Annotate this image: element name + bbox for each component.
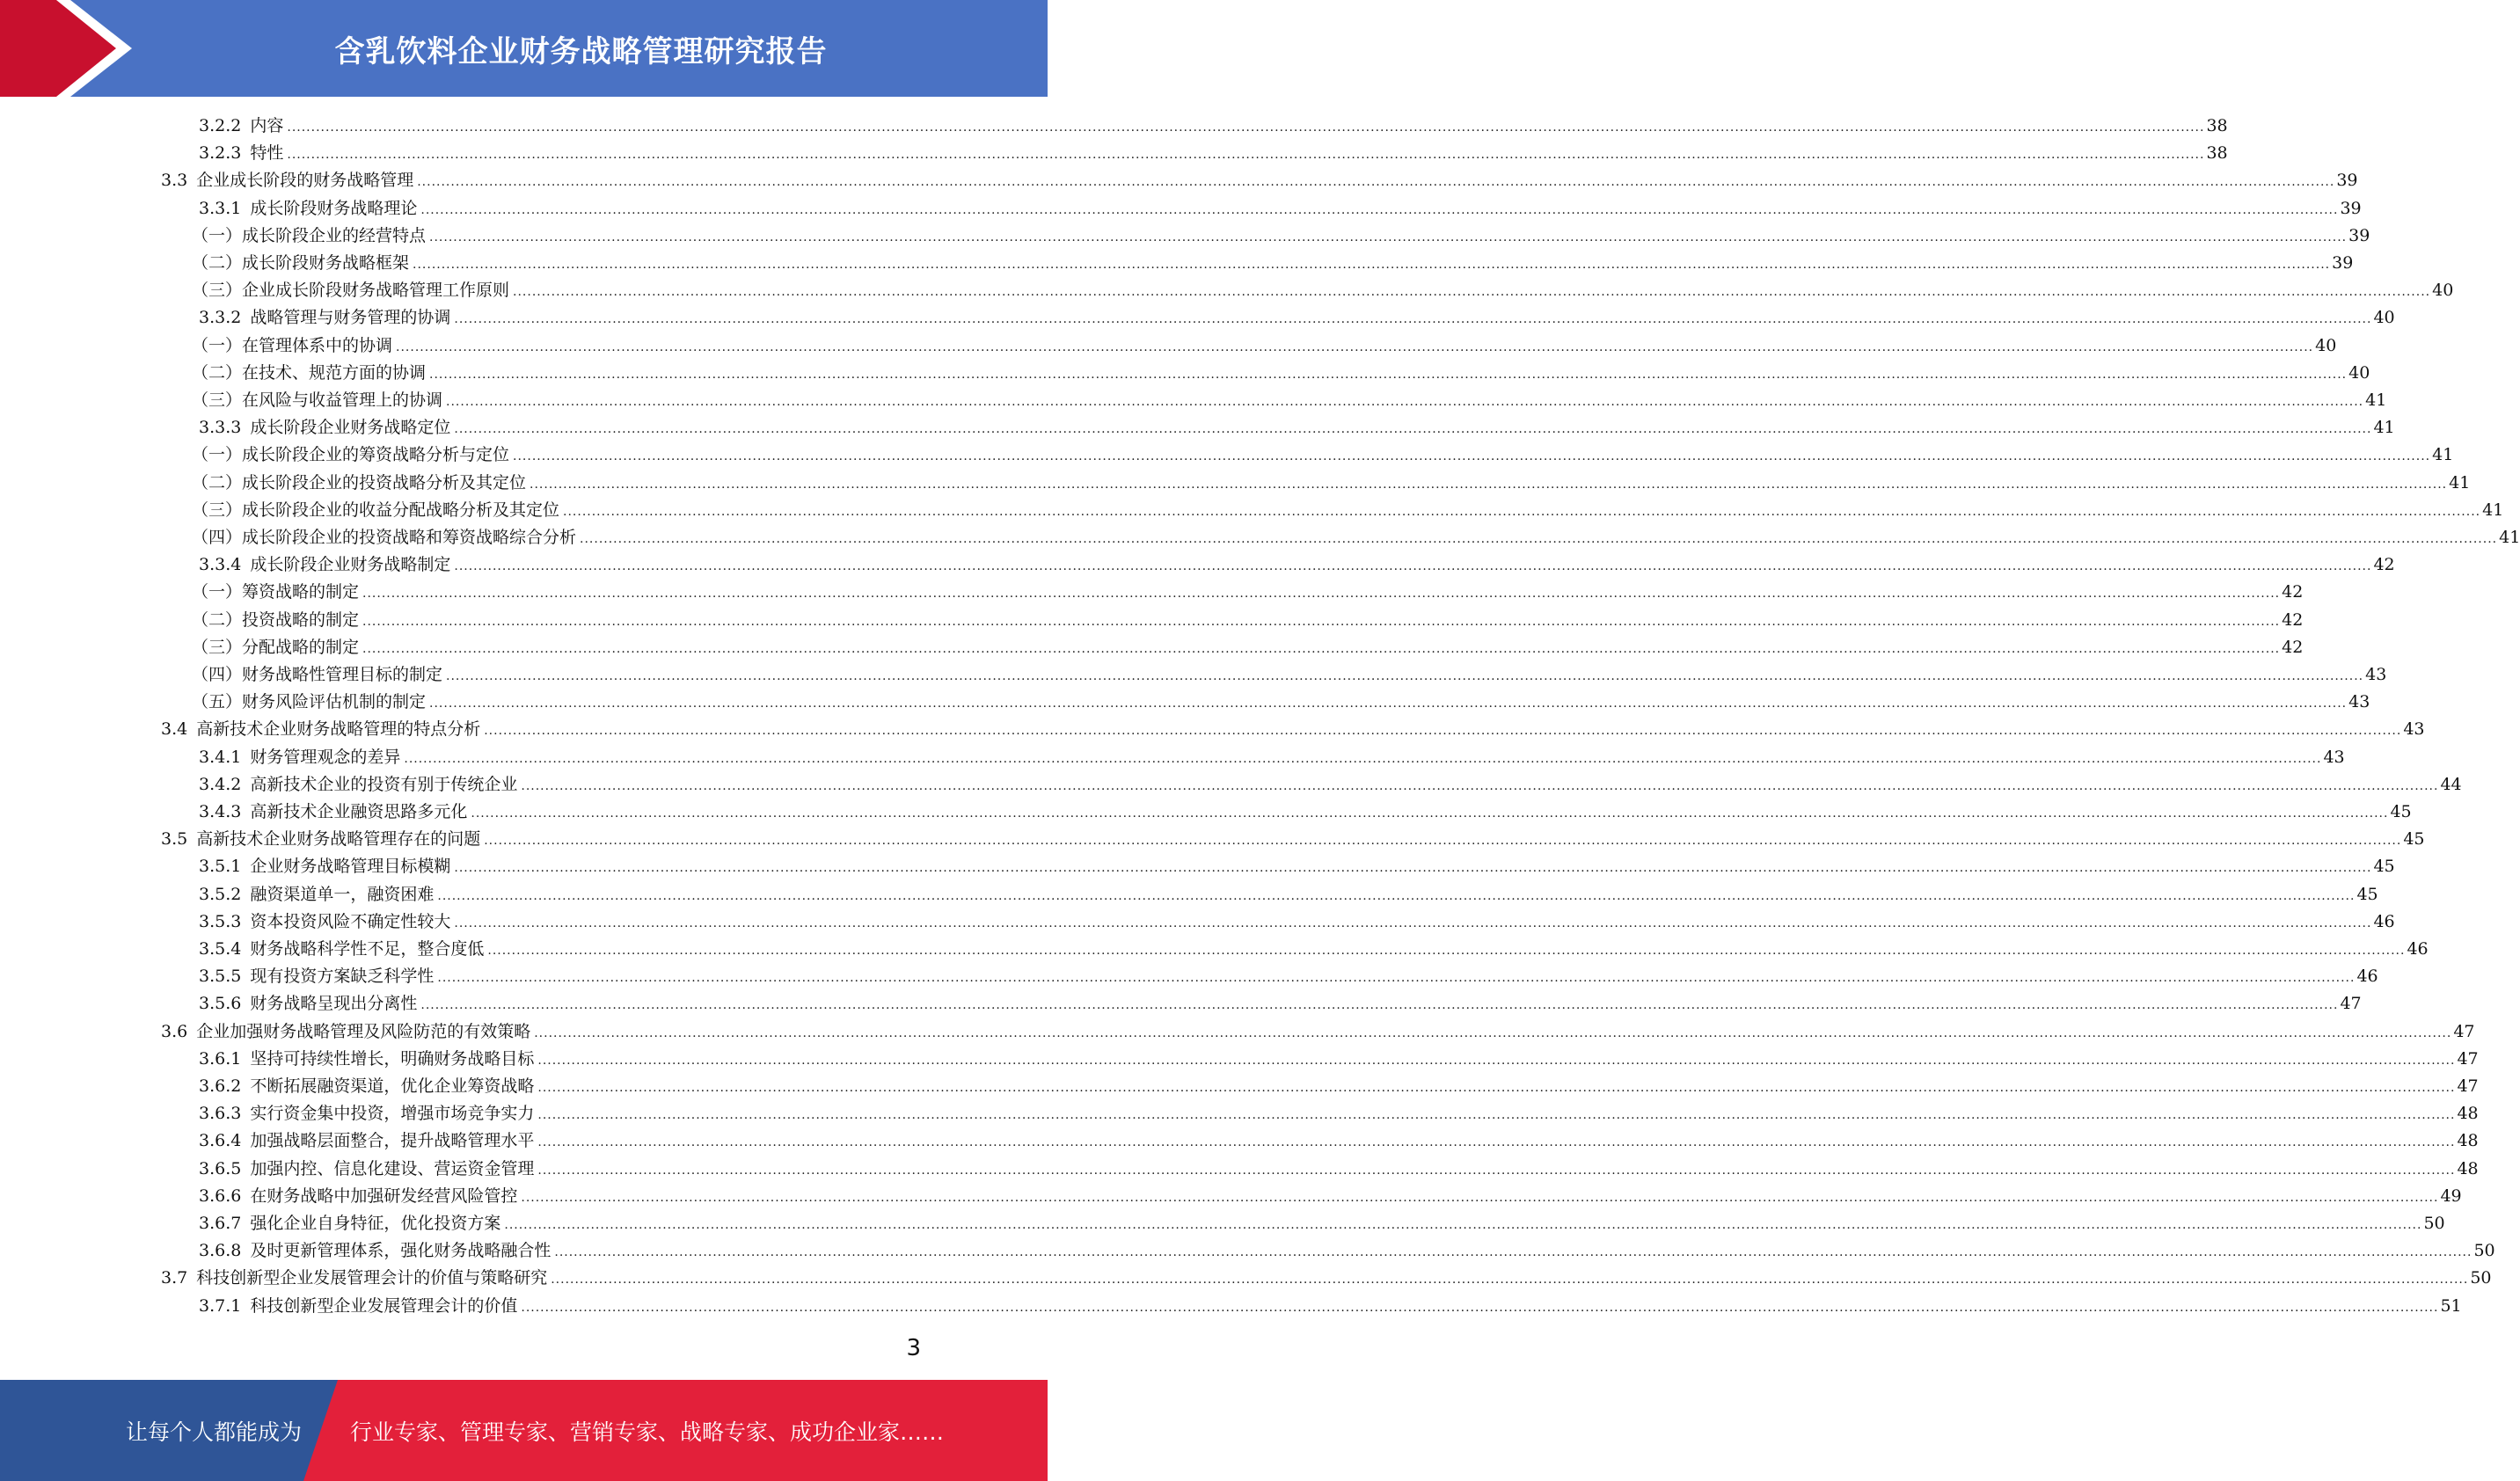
toc-entry-title: 成长阶段企业的筹资战略分析与定位: [242, 445, 510, 465]
toc-dot-leader: ................................................................................................................................................................................................................................................................................................................................................................................................................: [429, 697, 2348, 711]
toc-entry-page: 39: [2336, 171, 2358, 191]
toc-entry-title: 及时更新管理体系，强化财务战略融合性: [250, 1241, 551, 1261]
toc-entry-page: 40: [2432, 281, 2454, 301]
toc-entry-number: （二）: [192, 253, 243, 273]
toc-entry-title: 财务战略性管理目标的制定: [242, 665, 443, 684]
toc-entry-title: 企业成长阶段财务战略管理工作原则: [242, 281, 510, 301]
toc-entry[interactable]: [192, 497, 2504, 524]
toc-entry-label: [192, 360, 429, 387]
toc-entry-number: 3.3.1: [199, 198, 242, 218]
toc-entry-label: [199, 853, 454, 880]
toc-entry-label: [161, 167, 417, 194]
toc-entry-number: 3.5.5: [199, 967, 242, 987]
toc-entry-page: 43: [2365, 665, 2387, 684]
toc-entry[interactable]: [161, 1018, 2475, 1046]
toc-entry-title: 成长阶段企业财务战略制定: [250, 555, 451, 575]
toc-entry-title: 企业成长阶段的财务战略管理: [196, 171, 414, 191]
toc-dot-leader: ................................................................................................................................................................................................................................................................................................................................................................................................................: [454, 916, 2372, 930]
toc-entry-number: 3.4.1: [199, 747, 242, 767]
toc-entry-number: 3.6.4: [199, 1131, 242, 1151]
toc-entry-label: [192, 524, 580, 551]
toc-entry[interactable]: [199, 853, 2395, 880]
toc-entry[interactable]: [199, 1046, 2479, 1073]
toc-entry-title: 高新技术企业的投资有别于传统企业: [250, 774, 518, 794]
toc-entry-number: （三）: [192, 500, 243, 520]
toc-entry-title: 高新技术企业财务战略管理存在的问题: [196, 829, 481, 850]
toc-entry[interactable]: [161, 1265, 2492, 1292]
toc-entry-title: 在财务战略中加强研发经营风险管控: [250, 1186, 518, 1206]
toc-entry-label: [199, 304, 454, 332]
toc-entry-label: [192, 441, 513, 469]
toc-entry-page: 46: [2407, 939, 2429, 959]
toc-entry-title: 科技创新型企业发展管理会计的价值与策略研究: [196, 1268, 548, 1288]
toc-dot-leader: ................................................................................................................................................................................................................................................................................................................................................................................................................: [362, 641, 2281, 656]
toc-entry-number: （三）: [192, 637, 243, 657]
toc-entry-title: 不断拓展融资渠道，优化企业筹资战略: [250, 1076, 535, 1096]
toc-entry-page: 43: [2403, 719, 2425, 740]
toc-entry-page: 45: [2356, 884, 2378, 904]
toc-entry-number: 3.5.6: [199, 994, 242, 1014]
toc-dot-leader: ................................................................................................................................................................................................................................................................................................................................................................................................................: [404, 751, 2322, 766]
toc-entry-number: （四）: [192, 665, 243, 684]
toc-entry-number: （一）: [192, 335, 243, 355]
toc-dot-leader: ................................................................................................................................................................................................................................................................................................................................................................................................................: [487, 944, 2406, 958]
toc-entry-number: （二）: [192, 609, 243, 630]
toc-entry-title: 高新技术企业融资思路多元化: [250, 802, 468, 821]
toc-entry-label: [199, 963, 437, 990]
page-number: 3: [906, 1335, 921, 1361]
toc-entry-page: 42: [2373, 555, 2395, 575]
toc-dot-leader: ................................................................................................................................................................................................................................................................................................................................................................................................................: [437, 971, 2356, 986]
toc-entry-label: [199, 881, 437, 908]
toc-dot-leader: ................................................................................................................................................................................................................................................................................................................................................................................................................: [563, 504, 2481, 519]
toc-dot-leader: ................................................................................................................................................................................................................................................................................................................................................................................................................: [396, 339, 2314, 354]
toc-entry-label: [199, 1183, 521, 1210]
toc-entry-number: 3.3.2: [199, 308, 242, 328]
report-title: 含乳饮料企业财务战略管理研究报告: [334, 33, 828, 69]
toc-dot-leader: ................................................................................................................................................................................................................................................................................................................................................................................................................: [537, 1108, 2456, 1123]
toc-entry-title: 企业财务战略管理目标模糊: [250, 857, 451, 877]
toc-entry-page: 47: [2457, 1048, 2479, 1069]
toc-entry-number: 3.3.3: [199, 418, 242, 438]
toc-dot-leader: ................................................................................................................................................................................................................................................................................................................................................................................................................: [420, 998, 2339, 1013]
toc-dot-leader: ................................................................................................................................................................................................................................................................................................................................................................................................................: [484, 834, 2402, 849]
toc-entry-page: 49: [2440, 1186, 2462, 1206]
toc-dot-leader: ................................................................................................................................................................................................................................................................................................................................................................................................................: [454, 861, 2372, 876]
toc-dot-leader: ................................................................................................................................................................................................................................................................................................................................................................................................................: [446, 669, 2364, 683]
toc-entry-page: 41: [2365, 390, 2387, 410]
toc-entry-number: （三）: [192, 390, 243, 410]
footer-slogan-left: 让每个人都能成为: [126, 1419, 303, 1445]
toc-entry-label: [192, 470, 530, 497]
toc-dot-leader: ................................................................................................................................................................................................................................................................................................................................................................................................................: [484, 724, 2402, 739]
toc-entry-page: 40: [2373, 308, 2395, 328]
toc-entry-title: 成长阶段企业的收益分配战略分析及其定位: [242, 500, 560, 520]
toc-entry-label: [192, 579, 362, 606]
toc-entry-label: [199, 195, 420, 223]
toc-entry-number: （一）: [192, 445, 243, 465]
toc-entry-page: 51: [2440, 1295, 2462, 1316]
toc-dot-leader: ................................................................................................................................................................................................................................................................................................................................................................................................................: [287, 148, 2205, 163]
toc-entry-number: 3.5.3: [199, 911, 242, 931]
toc-entry-label: [161, 716, 484, 743]
toc-entry-title: 特性: [250, 143, 284, 164]
toc-entry[interactable]: [192, 524, 2520, 551]
toc-entry-label: [192, 661, 446, 689]
toc-entry-page: 48: [2457, 1131, 2479, 1151]
toc-entry-title: 企业加强财务战略管理及风险防范的有效策略: [196, 1021, 531, 1041]
toc-entry-page: 41: [2373, 418, 2395, 438]
toc-dot-leader: ................................................................................................................................................................................................................................................................................................................................................................................................................: [429, 367, 2348, 382]
toc-entry-page: 47: [2340, 994, 2362, 1014]
toc-entry[interactable]: [192, 661, 2387, 689]
toc-entry-title: 成长阶段企业的投资战略和筹资战略综合分析: [242, 528, 577, 547]
toc-dot-leader: ................................................................................................................................................................................................................................................................................................................................................................................................................: [554, 1245, 2473, 1260]
toc-dot-leader: ................................................................................................................................................................................................................................................................................................................................................................................................................: [530, 477, 2448, 492]
toc-entry[interactable]: [199, 1293, 2462, 1320]
toc-dot-leader: ................................................................................................................................................................................................................................................................................................................................................................................................................: [437, 888, 2356, 903]
toc-entry-label: [199, 936, 487, 963]
toc-entry-page: 42: [2282, 609, 2304, 630]
toc-entry-title: 内容: [250, 116, 284, 135]
toc-entry-page: 45: [2403, 829, 2425, 850]
toc-dot-leader: ................................................................................................................................................................................................................................................................................................................................................................................................................: [420, 202, 2339, 217]
toc-entry[interactable]: [192, 360, 2370, 387]
toc-entry-label: [192, 607, 362, 634]
toc-entry[interactable]: [199, 1237, 2495, 1265]
toc-entry-label: [192, 689, 429, 716]
toc-entry[interactable]: [199, 990, 2362, 1018]
toc-entry-label: [192, 223, 429, 250]
toc-entry-number: （二）: [192, 472, 243, 492]
toc-entry-title: 成长阶段企业的经营特点: [242, 225, 427, 245]
toc-entry[interactable]: [192, 387, 2387, 414]
toc-entry-title: 加强战略层面整合，提升战略管理水平: [250, 1131, 535, 1151]
toc-dot-leader: ................................................................................................................................................................................................................................................................................................................................................................................................................: [513, 285, 2431, 300]
toc-entry-number: 3.5.4: [199, 939, 242, 959]
toc-entry-page: 42: [2282, 582, 2304, 602]
toc-entry-number: 3.3: [161, 171, 188, 191]
toc-entry-label: [199, 1100, 537, 1127]
toc-entry-title: 成长阶段财务战略框架: [242, 253, 410, 273]
footer-slogan-right: 行业专家、管理专家、营销专家、战略专家、成功企业家……: [350, 1419, 945, 1445]
toc-entry-number: 3.2.2: [199, 116, 242, 135]
toc-entry-label: [199, 414, 454, 441]
toc-entry[interactable]: [199, 195, 2362, 223]
toc-entry-page: 50: [2423, 1214, 2445, 1233]
toc-entry-number: 3.6: [161, 1021, 188, 1041]
toc-dot-leader: ................................................................................................................................................................................................................................................................................................................................................................................................................: [521, 1300, 2439, 1315]
toc-entry-page: 41: [2432, 445, 2454, 465]
toc-entry[interactable]: [199, 140, 2228, 167]
toc-entry-label: [199, 1293, 521, 1320]
toc-entry-number: （一）: [192, 225, 243, 245]
toc-entry-number: （四）: [192, 528, 243, 547]
toc-entry-number: 3.5.2: [199, 884, 242, 904]
toc-entry-label: [192, 250, 413, 277]
toc-entry-title: 在管理体系中的协调: [242, 335, 393, 355]
toc-entry[interactable]: [161, 167, 2358, 194]
toc-dot-leader: ................................................................................................................................................................................................................................................................................................................................................................................................................: [537, 1081, 2456, 1095]
toc-dot-leader: ................................................................................................................................................................................................................................................................................................................................................................................................................: [417, 175, 2335, 190]
toc-entry-title: 加强内控、信息化建设、营运资金管理: [250, 1158, 535, 1178]
toc-entry[interactable]: [192, 250, 2354, 277]
toc-entry-title: 在技术、规范方面的协调: [242, 362, 427, 383]
toc-entry[interactable]: [192, 470, 2471, 497]
toc-entry-label: [161, 826, 484, 853]
toc-dot-leader: ................................................................................................................................................................................................................................................................................................................................................................................................................: [521, 1190, 2439, 1205]
toc-entry-page: 41: [2449, 472, 2471, 492]
toc-entry-label: [199, 1046, 537, 1073]
toc-entry[interactable]: [199, 771, 2462, 799]
toc-entry-page: 42: [2282, 637, 2304, 657]
toc-entry-number: 3.6.3: [199, 1104, 242, 1124]
toc-entry[interactable]: [199, 1156, 2479, 1183]
toc-entry-title: 财务战略科学性不足，整合度低: [250, 939, 485, 959]
toc-entry-number: 3.6.6: [199, 1186, 242, 1206]
toc-dot-leader: ................................................................................................................................................................................................................................................................................................................................................................................................................: [513, 449, 2431, 464]
toc-entry[interactable]: [199, 1073, 2479, 1100]
toc-entry-label: [161, 1018, 534, 1046]
toc-entry-page: 46: [2356, 967, 2378, 987]
toc-entry[interactable]: [199, 744, 2345, 771]
toc-entry-title: 强化企业自身特征，优化投资方案: [250, 1214, 501, 1233]
toc-entry-page: 40: [2348, 362, 2370, 383]
toc-entry-page: 38: [2206, 143, 2228, 164]
toc-entry-title: 成长阶段企业财务战略定位: [250, 418, 451, 438]
toc-dot-leader: ................................................................................................................................................................................................................................................................................................................................................................................................................: [362, 587, 2281, 602]
toc-entry[interactable]: [192, 579, 2304, 606]
toc-entry[interactable]: [161, 826, 2425, 853]
toc-entry-page: 50: [2473, 1241, 2495, 1261]
toc-entry-title: 财务风险评估机制的制定: [242, 692, 427, 712]
toc-entry-label: [192, 497, 563, 524]
toc-entry-label: [199, 1210, 504, 1237]
toc-entry-label: [199, 908, 454, 936]
toc-entry-title: 财务战略呈现出分离性: [250, 994, 418, 1014]
toc-entry-page: 38: [2206, 116, 2228, 135]
toc-entry-label: [199, 140, 287, 167]
toc-entry[interactable]: [199, 414, 2395, 441]
toc-entry-page: 44: [2440, 774, 2462, 794]
toc-entry-page: 47: [2457, 1076, 2479, 1096]
toc-entry-number: 3.6.5: [199, 1158, 242, 1178]
toc-entry-number: 3.7: [161, 1268, 188, 1288]
toc-entry-number: 3.4.2: [199, 774, 242, 794]
toc-entry-number: 3.6.7: [199, 1214, 242, 1233]
toc-dot-leader: ................................................................................................................................................................................................................................................................................................................................................................................................................: [287, 120, 2205, 135]
toc-entry-number: 3.5.1: [199, 857, 242, 877]
toc-entry-page: 45: [2390, 802, 2412, 821]
toc-entry[interactable]: [192, 332, 2337, 360]
toc-entry-number: 3.4: [161, 719, 188, 740]
toc-entry-title: 资本投资风险不确定性较大: [250, 911, 451, 931]
toc-entry-label: [199, 1127, 537, 1155]
toc-entry[interactable]: [192, 223, 2370, 250]
toc-entry-page: 47: [2453, 1021, 2475, 1041]
toc-entry[interactable]: [199, 113, 2228, 140]
toc-entry-label: [192, 277, 513, 304]
toc-entry-number: （三）: [192, 281, 243, 301]
toc-entry-title: 分配战略的制定: [242, 637, 360, 657]
toc-entry-number: （一）: [192, 582, 243, 602]
toc-entry-label: [161, 1265, 551, 1292]
toc-entry[interactable]: [199, 1183, 2462, 1210]
toc-entry[interactable]: [199, 799, 2412, 826]
toc-dot-leader: ................................................................................................................................................................................................................................................................................................................................................................................................................: [454, 559, 2372, 574]
toc-entry[interactable]: [199, 963, 2378, 990]
toc-entry-number: （二）: [192, 362, 243, 383]
toc-entry[interactable]: [199, 908, 2395, 936]
toc-dot-leader: ................................................................................................................................................................................................................................................................................................................................................................................................................: [551, 1273, 2469, 1288]
toc-entry[interactable]: [199, 1100, 2479, 1127]
toc-entry-number: 3.3.4: [199, 555, 242, 575]
toc-dot-leader: ................................................................................................................................................................................................................................................................................................................................................................................................................: [521, 778, 2439, 793]
toc-dot-leader: ................................................................................................................................................................................................................................................................................................................................................................................................................: [537, 1163, 2456, 1178]
toc-entry-title: 投资战略的制定: [242, 609, 360, 630]
toc-entry-number: （五）: [192, 692, 243, 712]
toc-entry-label: [199, 1156, 537, 1183]
toc-entry-title: 实行资金集中投资，增强市场竞争实力: [250, 1104, 535, 1124]
toc-entry-label: [192, 387, 446, 414]
toc-entry-title: 成长阶段企业的投资战略分析及其定位: [242, 472, 527, 492]
toc-entry[interactable]: [199, 881, 2378, 908]
toc-entry-label: [199, 1237, 554, 1265]
toc-entry-page: 50: [2470, 1268, 2492, 1288]
toc-entry-title: 融资渠道单一，融资困难: [250, 884, 435, 904]
toc-entry-label: [199, 113, 287, 140]
toc-entry[interactable]: [192, 441, 2454, 469]
toc-entry-page: 39: [2348, 225, 2370, 245]
toc-entry-label: [199, 771, 521, 799]
toc-entry-page: 46: [2373, 911, 2395, 931]
toc-entry[interactable]: [192, 689, 2370, 716]
toc-entry-title: 成长阶段财务战略理论: [250, 198, 418, 218]
header-arrow-icon: [0, 0, 141, 97]
toc-entry-title: 战略管理与财务管理的协调: [250, 308, 451, 328]
toc-entry[interactable]: [199, 936, 2429, 963]
toc-dot-leader: ................................................................................................................................................................................................................................................................................................................................................................................................................: [537, 1053, 2456, 1068]
toc-dot-leader: ................................................................................................................................................................................................................................................................................................................................................................................................................: [413, 258, 2331, 272]
toc-dot-leader: ................................................................................................................................................................................................................................................................................................................................................................................................................: [504, 1218, 2422, 1232]
toc-entry-number: 3.6.1: [199, 1048, 242, 1069]
toc-dot-leader: ................................................................................................................................................................................................................................................................................................................................................................................................................: [362, 614, 2281, 629]
toc-entry[interactable]: [192, 277, 2454, 304]
toc-entry-page: 40: [2315, 335, 2337, 355]
toc-entry-page: 48: [2457, 1104, 2479, 1124]
toc-entry-number: 3.4.3: [199, 802, 242, 821]
toc-entry-page: 45: [2373, 857, 2395, 877]
toc-entry-label: [199, 551, 454, 579]
toc-entry[interactable]: [199, 551, 2395, 579]
toc-entry-label: [199, 744, 404, 771]
toc-entry-label: [199, 990, 420, 1018]
page-footer: [0, 1380, 1048, 1481]
toc-entry-title: 现有投资方案缺乏科学性: [250, 967, 435, 987]
toc-entry-page: 43: [2348, 692, 2370, 712]
toc-entry-title: 坚持可持续性增长，明确财务战略目标: [250, 1048, 535, 1069]
toc-dot-leader: ................................................................................................................................................................................................................................................................................................................................................................................................................: [580, 532, 2498, 546]
toc-dot-leader: ................................................................................................................................................................................................................................................................................................................................................................................................................: [429, 230, 2348, 244]
toc-entry-title: 高新技术企业财务战略管理的特点分析: [196, 719, 481, 740]
toc-entry[interactable]: [161, 716, 2425, 743]
toc-dot-leader: ................................................................................................................................................................................................................................................................................................................................................................................................................: [471, 806, 2389, 821]
toc-entry-page: 41: [2482, 500, 2504, 520]
toc-entry-label: [199, 1073, 537, 1100]
toc-entry-label: [192, 634, 362, 661]
toc-entry-number: 3.5: [161, 829, 188, 850]
toc-entry[interactable]: [199, 1210, 2445, 1237]
toc-entry-number: 3.6.8: [199, 1241, 242, 1261]
toc-dot-leader: ................................................................................................................................................................................................................................................................................................................................................................................................................: [454, 312, 2372, 327]
toc-entry-title: 财务管理观念的差异: [250, 747, 401, 767]
toc-entry-label: [199, 799, 471, 826]
toc-dot-leader: ................................................................................................................................................................................................................................................................................................................................................................................................................: [446, 395, 2364, 409]
toc-entry-page: 39: [2340, 198, 2362, 218]
toc-entry-page: 43: [2323, 747, 2345, 767]
page-header: [0, 0, 1048, 97]
toc-entry-number: 3.6.2: [199, 1076, 242, 1096]
toc-entry[interactable]: [199, 1127, 2479, 1155]
toc-entry-page: 41: [2499, 528, 2520, 547]
toc-entry[interactable]: [192, 634, 2304, 661]
toc-entry[interactable]: [192, 607, 2304, 634]
toc-dot-leader: ................................................................................................................................................................................................................................................................................................................................................................................................................: [534, 1025, 2452, 1040]
toc-entry-title: 科技创新型企业发展管理会计的价值: [250, 1295, 518, 1316]
toc-entry-title: 筹资战略的制定: [242, 582, 360, 602]
toc-dot-leader: ................................................................................................................................................................................................................................................................................................................................................................................................................: [454, 422, 2372, 437]
toc-entry-page: 39: [2332, 253, 2354, 273]
toc-dot-leader: ................................................................................................................................................................................................................................................................................................................................................................................................................: [537, 1135, 2456, 1150]
toc-entry-title: 在风险与收益管理上的协调: [242, 390, 443, 410]
toc-entry-page: 48: [2457, 1158, 2479, 1178]
toc-entry-number: 3.2.3: [199, 143, 242, 164]
toc-entry[interactable]: [199, 304, 2395, 332]
toc-entry-number: 3.7.1: [199, 1295, 242, 1316]
toc-entry-label: [192, 332, 396, 360]
